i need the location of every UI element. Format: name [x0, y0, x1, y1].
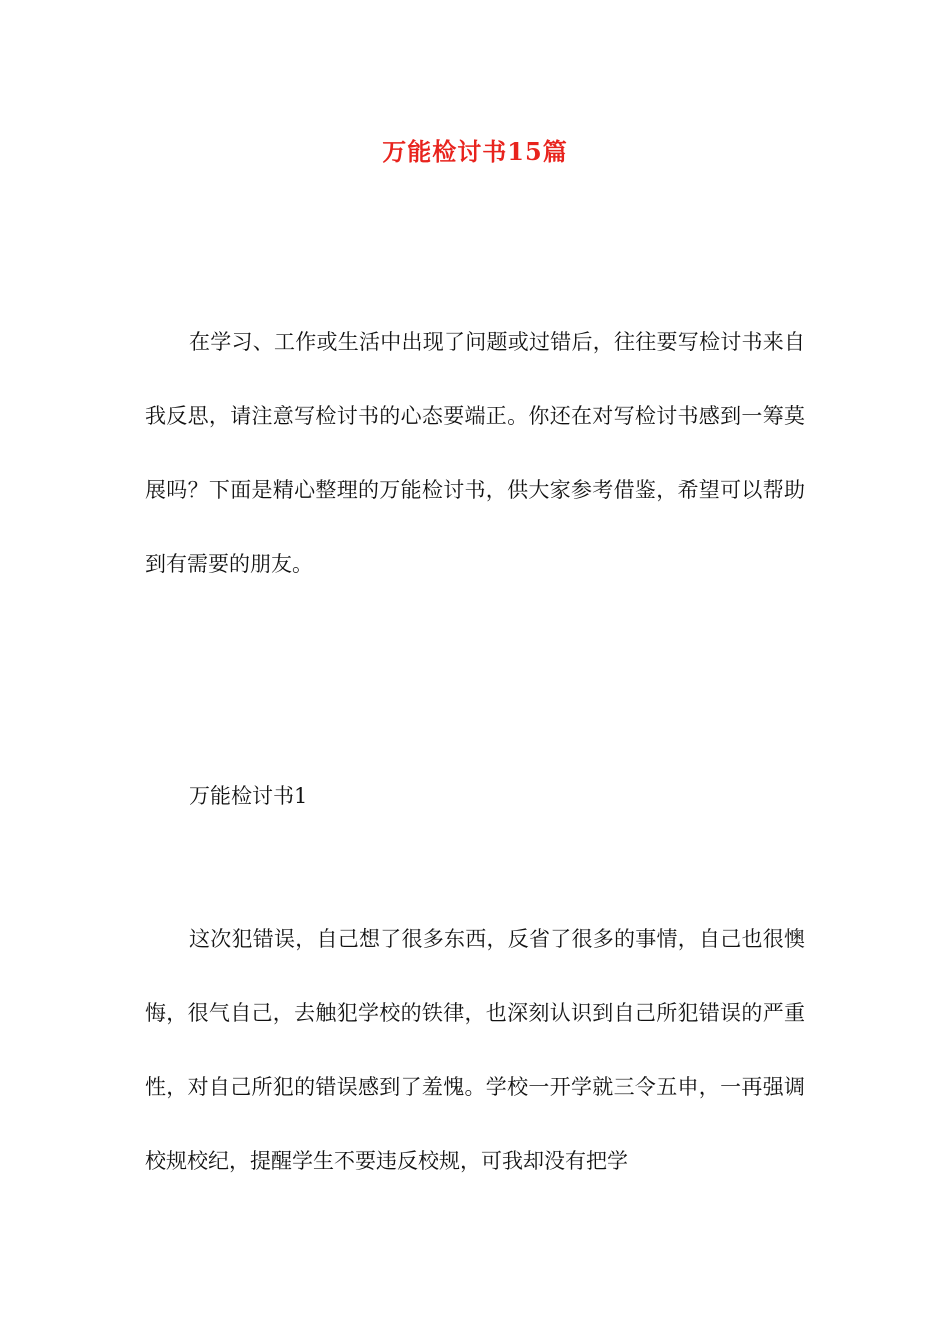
section-body-paragraph: 这次犯错误，自己想了很多东西，反省了很多的事情，自己也很懊悔，很气自己，去触犯学校的铁律，也深刻认识到自己所犯错误的严重性，对自己所犯的错误感到了羞愧。学校一开学就三令五申，一再强调校规校纪，提醒学生不要违反校规，可我却没有把学 [145, 927, 805, 1173]
intro-paragraph: 在学习、工作或生活中出现了问题或过错后，往往要写检讨书来自我反思，请注意写检讨书的心态要端正。你还在对写检讨书感到一筹莫展吗？下面是精心整理的万能检讨书，供大家参考借鉴，希望可以帮助到有需要的朋友。 [145, 330, 805, 576]
document-title: 万能检讨书15篇 [382, 137, 568, 166]
section-heading: 万能检讨书1 [189, 784, 308, 808]
